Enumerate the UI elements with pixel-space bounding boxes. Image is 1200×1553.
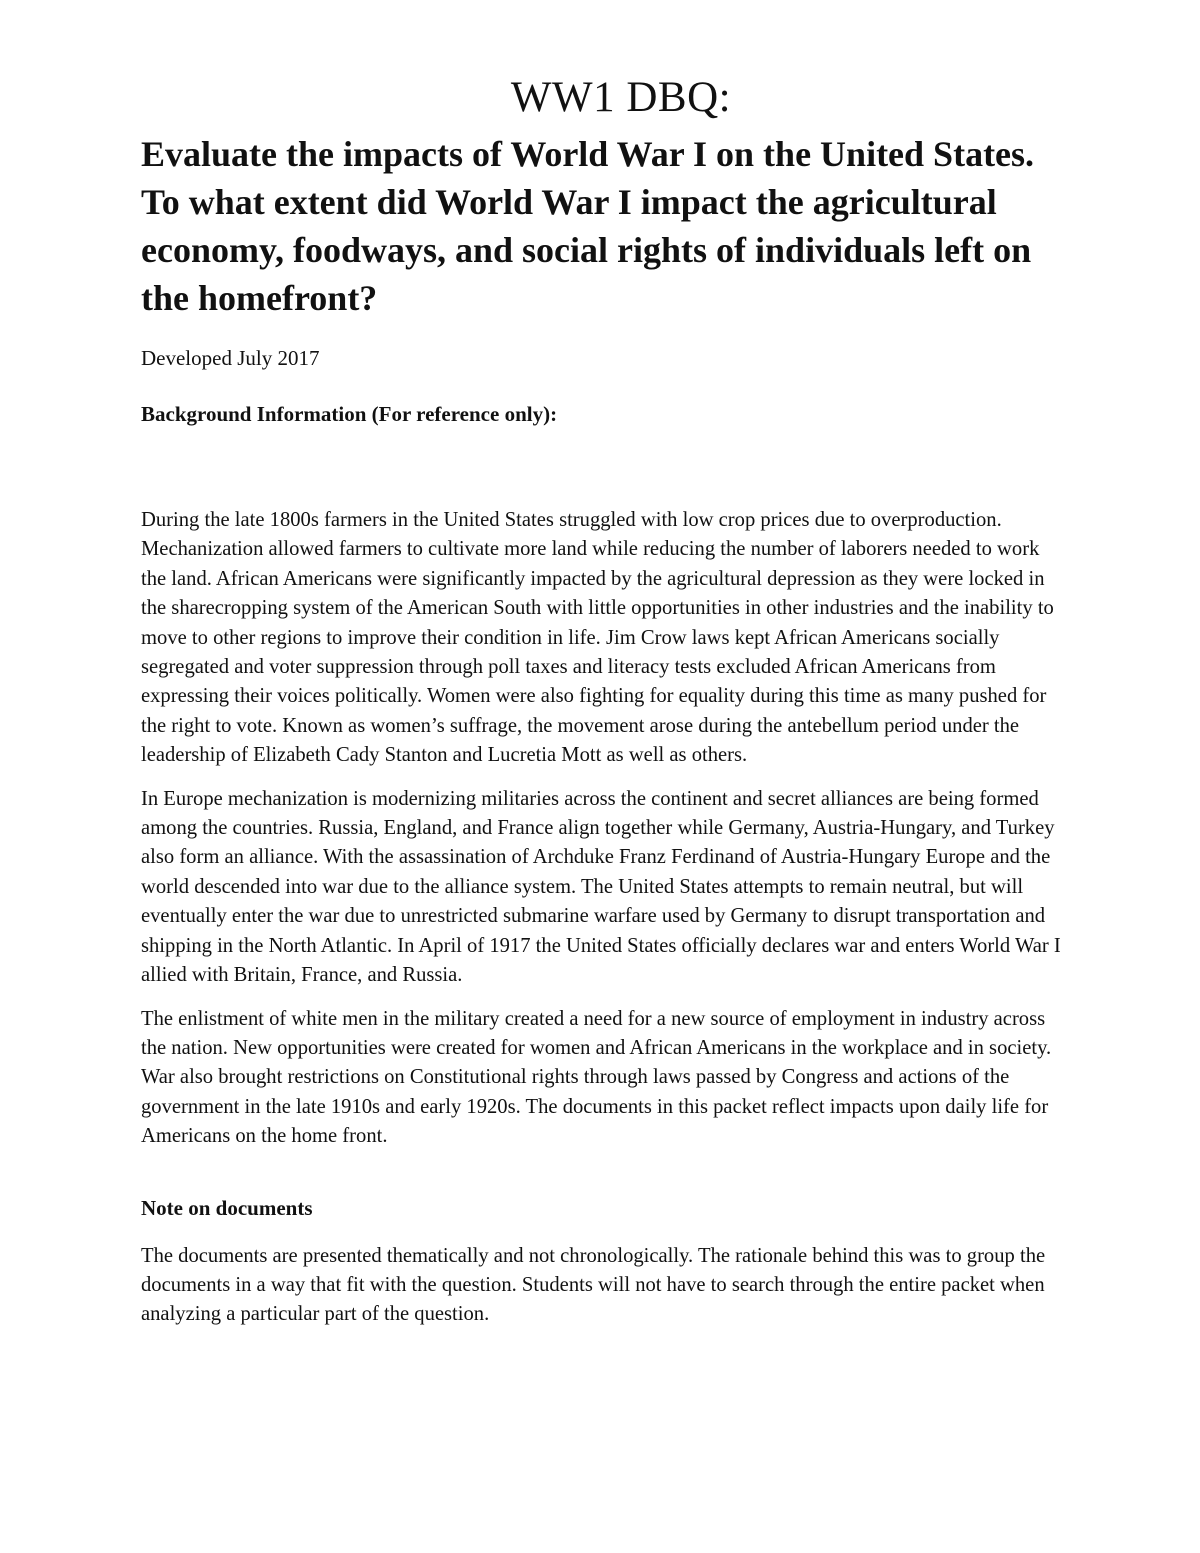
- document-title: WW1 DBQ:: [510, 74, 732, 121]
- notes-heading: Note on documents: [141, 1195, 313, 1220]
- essay-question: Evaluate the impacts of World War I on the United States. To what extent did World War I impact the agricultural economy, foodways, and social rights of individuals left on the homefront?: [141, 134, 1035, 318]
- background-paragraph-2: In Europe mechanization is modernizing militaries across the continent and secret alliances are being formed among the countries. Russia, England, and France align together while Germany, Austria-Hungary, and Turkey also form an alliance. With the assassination of Archduke Franz Ferdinand of Austria-Hungary Europe and the world descended into war due to the alliance system. The United States attempts to remain neutral, but will eventually enter the war due to unrestricted submarine warfare used by Germany to disrupt transportation and shipping in the North Atlantic. In April of 1917 the United States officially declares war and enters World War I allied with Britain, France, and Russia.: [141, 787, 1061, 987]
- developed-date: Developed July 2017: [141, 346, 320, 370]
- background-paragraph-3: The enlistment of white men in the military created a need for a new source of employment in industry across the nation. New opportunities were created for women and African Americans in the workplace and in society. War also brought restrictions on Constitutional rights through laws passed by Congress and actions of the government in the late 1910s and early 1920s. The documents in this packet reflect impacts upon daily life for Americans on the home front.: [141, 1007, 1052, 1148]
- background-heading: Background Information (For reference only):: [141, 402, 558, 426]
- document-page: [141, 72, 1071, 1330]
- background-paragraph-1: During the late 1800s farmers in the United States struggled with low crop prices due to overproduction. Mechanization allowed farmers to cultivate more land while reducing the number of laborers needed to work the land. African Americans were significantly impacted by the agricultural depression as they were locked in the sharecropping system of the American South with little opportunities in other industries and the inability to move to other regions to improve their condition in life. Jim Crow laws kept African Americans socially segregated and voter suppression through poll taxes and literacy tests excluded African Americans from expressing their voices politically. Women were also fighting for equality during this time as many pushed for the right to vote. Known as women’s suffrage, the movement arose during the antebellum period under the leadership of Elizabeth Cady Stanton and Lucretia Mott as well as others.: [141, 509, 1054, 767]
- notes-paragraph: The documents are presented thematically and not chronologically. The rationale behind this was to group the documents in a way that fit with the question. Students will not have to search through the entire packet when analyzing a particular part of the question.: [141, 1244, 1046, 1326]
